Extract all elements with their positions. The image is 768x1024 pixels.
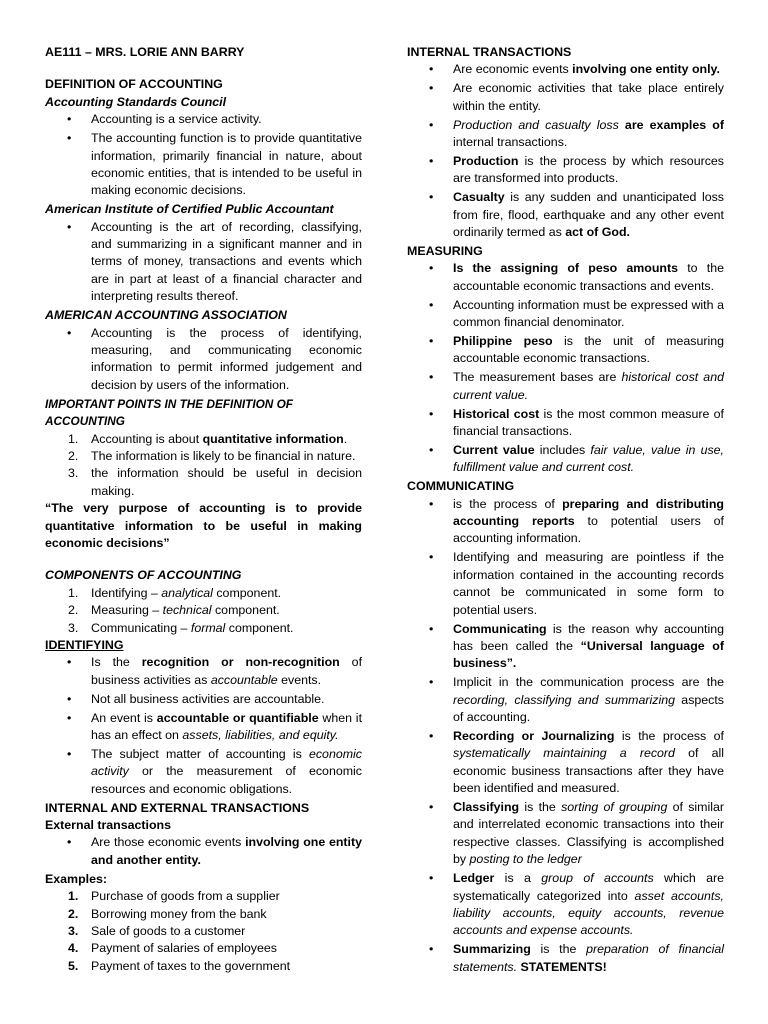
purpose-quote: “The very purpose of accounting is to provide quantitative information to be useful in making economic decisions” <box>45 501 362 550</box>
communicating-list <box>407 496 724 976</box>
list-item: 5. Payment of taxes to the government <box>68 958 291 973</box>
list-item: • The subject matter of accounting is economic activity or the measurement of economic resources and economic obligations. <box>45 746 362 798</box>
list-item: • Summarizing is the preparation of financial statements. STATEMENTS! <box>407 941 724 976</box>
list-item: • Accounting is a service activity. <box>45 111 362 128</box>
list-item: 1. Identifying – analytical component. <box>68 585 282 600</box>
list-item: 3. Sale of goods to a customer <box>68 924 246 938</box>
list-item: • is the process of preparing and distributing accounting reports to potential users of accounting information. <box>407 496 724 548</box>
aaa-list <box>45 325 362 395</box>
asc-list <box>45 111 362 200</box>
course-header: AE111 – MRS. LORIE ANN BARRY <box>45 45 245 59</box>
list-item: 2. Borrowing money from the bank <box>68 906 267 921</box>
components-heading: COMPONENTS OF ACCOUNTING <box>45 568 242 583</box>
list-item: • Communicating is the reason why accounting has been called the “Universal language of business”. <box>407 621 724 673</box>
list-item: 1. Purchase of goods from a supplier <box>68 889 280 904</box>
internal-heading: INTERNAL TRANSACTIONS <box>407 45 572 59</box>
list-item: • Production is the process by which resources are transformed into products. <box>407 153 724 188</box>
definition-heading: DEFINITION OF ACCOUNTING <box>45 77 223 92</box>
list-item: • Casualty is any sudden and unanticipated loss from fire, flood, earthquake and any other event ordinarily termed as act of God. <box>407 189 724 241</box>
important-list <box>45 431 362 501</box>
list-item: • An event is accountable or quantifiable when it has an effect on assets, liabilities, and equity. <box>45 710 362 745</box>
list-item: • Are economic events involving one entity only. <box>407 61 724 78</box>
list-item: • Accounting is the art of recording, classifying, and summarizing in a significant manner and in terms of money, transactions and events which are in part at least of a financial character and interpreting results thereof. <box>45 219 362 306</box>
identifying-list <box>45 654 362 798</box>
identifying-heading: IDENTIFYING <box>45 638 124 652</box>
components-list <box>45 585 362 637</box>
list-item: 3. the information should be useful in decision making. <box>68 466 362 498</box>
list-item: • Accounting information must be expressed with a common financial denominator. <box>407 297 724 332</box>
list-item: • Not all business activities are accountable. <box>45 691 362 708</box>
list-item: • Historical cost is the most common measure of financial transactions. <box>407 406 724 441</box>
list-item: • The accounting function is to provide quantitative information, primarily financial in nature, about economic entities, that is intended to be useful in making economic decisions. <box>45 130 362 200</box>
right-column <box>407 44 724 978</box>
list-item: • Production and casualty loss are examples of internal transactions. <box>407 117 724 152</box>
int-ext-heading: INTERNAL AND EXTERNAL TRANSACTIONS <box>45 800 310 815</box>
list-item: • Philippine peso is the unit of measuring accountable economic transactions. <box>407 333 724 368</box>
list-item: • Identifying and measuring are pointless if the information contained in the accounting records cannot be communicated in some form to potential users. <box>407 549 724 619</box>
list-item: • Current value includes fair value, value in use, fulfillment value and current cost. <box>407 442 724 477</box>
internal-list <box>407 61 724 241</box>
list-item: • Is the recognition or non-recognition of business activities as accountable events. <box>45 654 362 689</box>
list-item: • Are those economic events involving one entity and another entity. <box>45 834 362 869</box>
list-item: • Classifying is the sorting of grouping of similar and interrelated economic transactions into their respective classes. Classifying is accomplished by posting to the ledger <box>407 799 724 869</box>
list-item: 1. Accounting is about quantitative information. <box>68 431 348 446</box>
measuring-list <box>407 260 724 476</box>
aicpa-list <box>45 219 362 306</box>
examples-heading: Examples: <box>45 871 107 886</box>
aicpa-heading: American Institute of Certified Public Accountant <box>45 202 334 217</box>
asc-heading: Accounting Standards Council <box>45 94 227 109</box>
list-item: • Recording or Journalizing is the process of systematically maintaining a record of all economic business transactions after they have been identified and measured. <box>407 728 724 798</box>
list-item: • Are economic activities that take place entirely within the entity. <box>407 80 724 115</box>
aaa-heading: AMERICAN ACCOUNTING ASSOCIATION <box>45 308 287 323</box>
left-column <box>45 44 362 975</box>
list-item: • Is the assigning of peso amounts to the accountable economic transactions and events. <box>407 260 724 295</box>
measuring-heading: MEASURING <box>407 243 483 258</box>
external-list <box>45 834 362 869</box>
list-item: • Ledger is a group of accounts which are systematically categorized into asset accounts, liability accounts, equity accounts, revenue accounts and expense accounts. <box>407 870 724 940</box>
list-item: • Accounting is the process of identifying, measuring, and communicating economic information to permit informed judgement and decision by users of the information. <box>45 325 362 395</box>
list-item: 4. Payment of salaries of employees <box>68 941 277 956</box>
examples-list <box>45 888 362 975</box>
list-item: 3. Communicating – formal component. <box>68 620 294 635</box>
important-heading: IMPORTANT POINTS IN THE DEFINITION OF ACCOUNTING <box>45 396 293 429</box>
list-item: • Implicit in the communication process are the recording, classifying and summarizing aspects of accounting. <box>407 674 724 726</box>
external-heading: External transactions <box>45 818 172 833</box>
communicating-heading: COMMUNICATING <box>407 479 515 494</box>
list-item: 2. Measuring – technical component. <box>68 603 280 618</box>
list-item: 2. The information is likely to be financial in nature. <box>68 448 356 463</box>
list-item: • The measurement bases are historical cost and current value. <box>407 369 724 404</box>
